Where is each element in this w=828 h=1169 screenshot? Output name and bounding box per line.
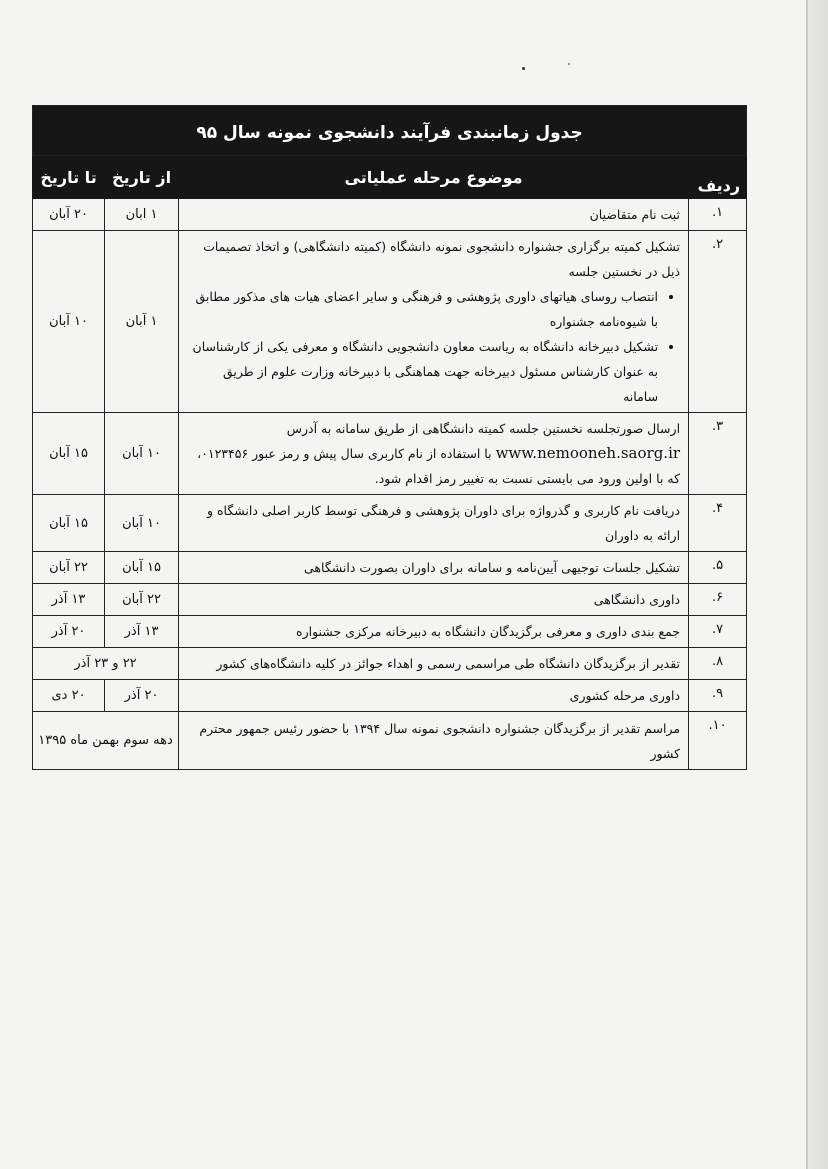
row-number: ۱. (689, 199, 747, 231)
schedule-table (32, 105, 747, 770)
row-number: ۳. (689, 413, 747, 495)
list-item: • تشکیل دبیرخانه دانشگاه به ریاست معاون دانشجویی دانشگاه و معرفی یکی از کارشناسان به عنوان کارشناس مسئول دبیرخانه جهت هماهنگی با دبیرخانه وزارت علوم از طریق سامانه (187, 334, 658, 409)
row-task: مراسم تقدیر از برگزیدگان جشنواره دانشجوی نمونه سال ۱۳۹۴ با حضور رئیس جمهور محترم کشور (179, 712, 689, 770)
row-task-line (187, 441, 680, 466)
row-from-date: ۱ آبان (105, 231, 179, 413)
scan-speck (568, 63, 570, 65)
list-item: • انتصاب روسای هیاتهای داوری پژوهشی و فرهنگی و سایر اعضای هیات های مذکور مطابق با شیوه‌نامه جشنواره (187, 284, 658, 334)
row-to-date: ۱۵ آبان (33, 413, 105, 495)
row-task: تشکیل جلسات توجیهی آیین‌نامه و سامانه برای داوران بصورت دانشگاهی (179, 552, 689, 584)
table-row (33, 413, 747, 495)
row-to-date: ۱۳ آذر (33, 584, 105, 616)
row-number: ۸. (689, 648, 747, 680)
row-task-line: که با اولین ورود می بایستی نسبت به تغییر رمز اقدام شود. (374, 471, 681, 486)
table-row (33, 199, 747, 231)
row-task: داوری مرحله کشوری (179, 680, 689, 712)
row-task-cell (179, 413, 689, 495)
row-date-range: دهه سوم بهمن ماه ۱۳۹۵ (33, 712, 179, 770)
table-title: جدول زمانبندی فرآیند دانشجوی نمونه سال ۹۵ (33, 106, 747, 156)
table-row (33, 616, 747, 648)
scan-speck (522, 67, 525, 70)
column-header-task: موضوع مرحله عملیاتی (179, 156, 689, 199)
row-to-date: ۲۰ آبان (33, 199, 105, 231)
row-task-line: ارسال صورتجلسه نخستین جلسه کمیته دانشگاهی از طریق سامانه به آدرس (286, 421, 681, 436)
row-number: ۷. (689, 616, 747, 648)
row-number: ۱۰. (689, 712, 747, 770)
row-to-date: ۲۰ آذر (33, 616, 105, 648)
header-row (33, 156, 747, 199)
row-from-date: ۲۲ آبان (105, 584, 179, 616)
column-header-row: ردیف (689, 156, 747, 199)
row-task: داوری دانشگاهی (179, 584, 689, 616)
row-from-date: ۱۵ آبان (105, 552, 179, 584)
row-task-bullets (187, 284, 680, 409)
row-from-date: ۲۰ آذر (105, 680, 179, 712)
row-number: ۴. (689, 495, 747, 552)
row-task: تقدیر از برگزیدگان دانشگاه طی مراسمی رسمی و اهداء جوائز در کلیه دانشگاه‌های کشور (179, 648, 689, 680)
row-number: ۵. (689, 552, 747, 584)
row-from-date: ۱۰ آبان (105, 413, 179, 495)
table-row (33, 231, 747, 413)
table-row (33, 680, 747, 712)
table-row (33, 584, 747, 616)
row-task: ثبت نام متقاضیان (179, 199, 689, 231)
row-from-date: ۱ ابان (105, 199, 179, 231)
row-to-date: ۱۰ آبان (33, 231, 105, 413)
row-date-range: ۲۲ و ۲۳ آذر (33, 648, 179, 680)
table-row (33, 648, 747, 680)
row-to-date: ۲۰ دی (33, 680, 105, 712)
row-to-date: ۲۲ آبان (33, 552, 105, 584)
row-number: ۹. (689, 680, 747, 712)
row-from-date: ۱۰ آبان (105, 495, 179, 552)
column-header-from: از تاریخ (105, 156, 179, 199)
title-row (33, 106, 747, 156)
table-row (33, 495, 747, 552)
row-task: دریافت نام کاربری و گذرواژه برای داوران پژوهشی و فرهنگی توسط کاربر اصلی دانشگاه و ارائه به داوران (179, 495, 689, 552)
page-edge (808, 0, 828, 1169)
row-task-line-text: با استفاده از نام کاربری سال پیش و رمز عبور ۰۱۲۳۴۵۶، (197, 446, 492, 461)
website-url: www.nemooneh.saorg.ir (495, 444, 681, 462)
row-from-date: ۱۳ آذر (105, 616, 179, 648)
row-number: ۲. (689, 231, 747, 413)
row-number: ۶. (689, 584, 747, 616)
row-to-date: ۱۵ آبان (33, 495, 105, 552)
table-row (33, 712, 747, 770)
row-task: تشکیل کمیته برگزاری جشنواره دانشجوی نمونه دانشگاه (کمیته دانشگاهی) و اتخاذ تصمیمات ذیل در نخستین جلسه (203, 239, 681, 279)
row-task: جمع بندی داوری و معرفی برگزیدگان دانشگاه به دبیرخانه مرکزی جشنواره (179, 616, 689, 648)
column-header-to: تا تاریخ (33, 156, 105, 199)
table-row (33, 552, 747, 584)
row-task-cell (179, 231, 689, 413)
